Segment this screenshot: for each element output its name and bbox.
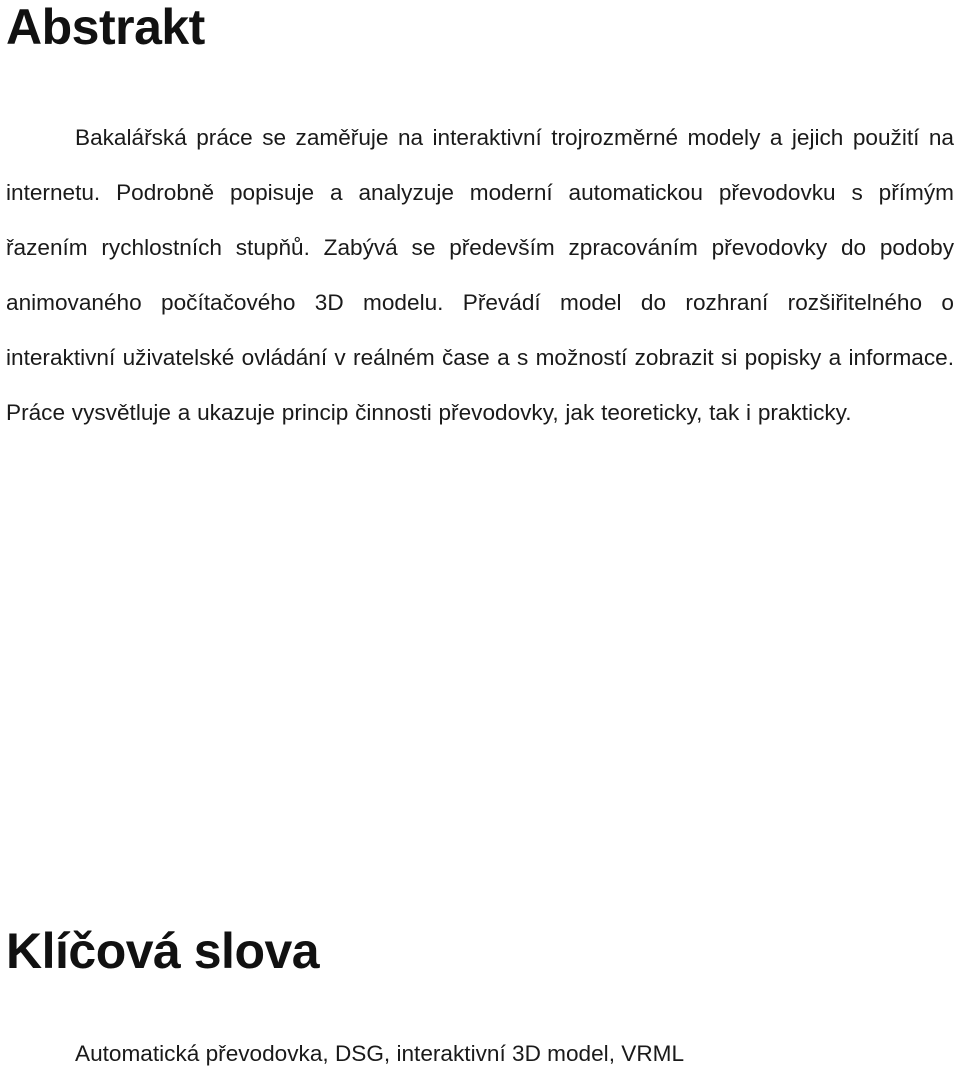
abstract-paragraph: Bakalářská práce se zaměřuje na interaktivní trojrozměrné modely a jejich použití na internetu. Podrobně popisuje a analyzuje moderní automatickou převodovku s přímým řazením rychlostních stupňů. Zabývá se především zpracováním převodovky do podoby animovaného počítačového 3D modelu. Převádí model do rozhraní rozšiřitelného o interaktivní uživatelské ovládání v reálném čase a s možností zobrazit si popisky a informace. Práce vysvětluje a ukazuje princip činnosti převodovky, jak teoreticky, tak i prakticky. bbox=[6, 125, 954, 425]
keywords-list: Automatická převodovka, DSG, interaktivní 3D model, VRML bbox=[75, 1041, 685, 1066]
keywords-heading: Klíčová slova bbox=[6, 923, 320, 979]
abstract-heading: Abstrakt bbox=[6, 0, 205, 55]
